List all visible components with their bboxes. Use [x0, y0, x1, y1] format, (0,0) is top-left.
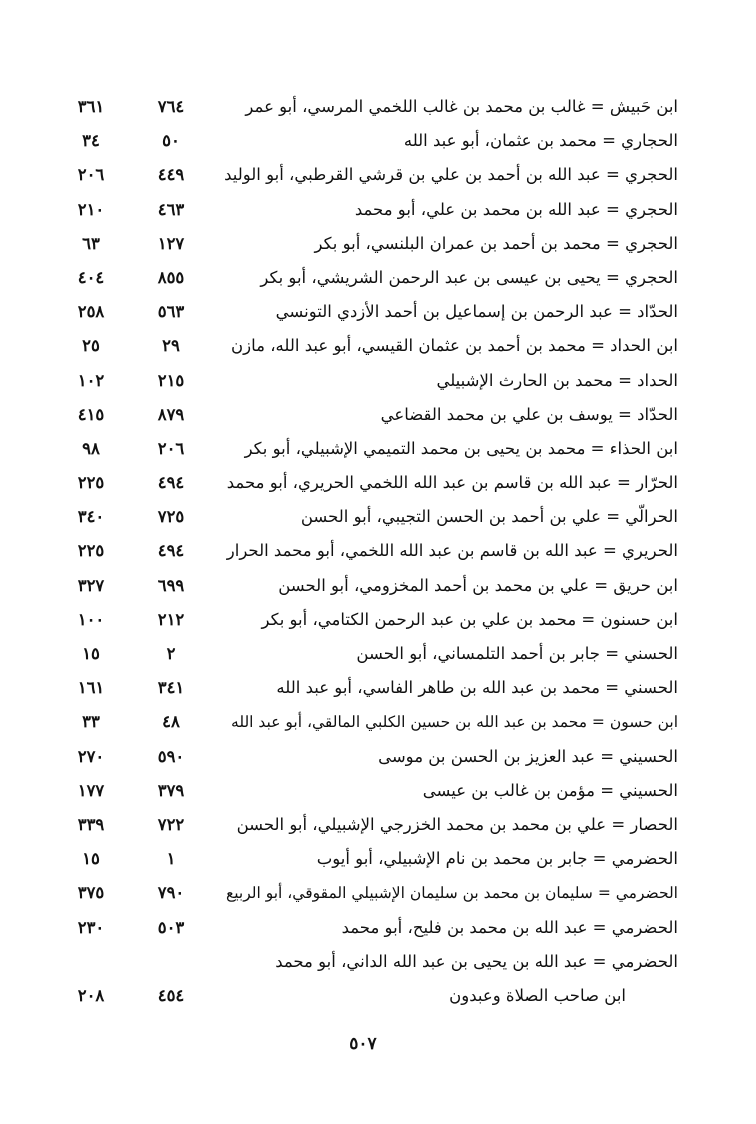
entry-number: ٤٦٣	[157, 199, 185, 219]
page-reference: ٣٧٥	[77, 883, 105, 903]
page-reference: ١٧٧	[77, 780, 105, 800]
entry-name: ابن حسنون = محمد بن علي بن عبد الرحمن الكتامي، أبو بكر	[261, 609, 678, 629]
index-entry	[0, 534, 756, 568]
page-reference: ٣٣	[82, 712, 100, 732]
entry-number: ٤٨	[162, 712, 180, 732]
entry-name: الحضرمي = جابر بن محمد بن نام الإشبيلي، أبو أيوب	[316, 849, 678, 869]
page-reference: ٤١٥	[77, 404, 105, 424]
entry-name: الحسني = جابر بن أحمد التلمساني، أبو الحسن	[356, 644, 678, 663]
index-entry	[0, 466, 756, 500]
page-reference: ١٥	[82, 849, 100, 869]
entry-name: الحجاري = محمد بن عثمان، أبو عبد الله	[403, 131, 678, 151]
page-reference: ٢١٠	[77, 199, 105, 219]
entry-number: ٤٩٤	[157, 541, 185, 561]
entry-number: ٨٧٩	[157, 404, 185, 424]
index-entry	[0, 774, 756, 808]
index-entry	[0, 329, 756, 363]
entry-name: الحضرمي = عبد الله بن يحيى بن عبد الله الداني، أبو محمد	[275, 951, 678, 971]
entry-name: الحدّاد = عبد الرحمن بن إسماعيل بن أحمد الأزدي التونسي	[275, 302, 678, 322]
entry-name: ابن صاحب الصلاة وعبدون	[449, 985, 626, 1005]
page-reference: ٣٣٩	[77, 814, 105, 834]
page-reference: ٤٠٤	[77, 267, 105, 287]
index-entry	[0, 432, 756, 466]
index-entry	[0, 945, 756, 979]
entry-name: ابن حريق = علي بن محمد بن أحمد المخزومي، أبو الحسن	[278, 575, 678, 595]
entry-name: الحريري = عبد الله بن قاسم بن عبد الله اللخمي، أبو محمد الحرار	[226, 541, 678, 561]
index-entry	[0, 876, 756, 910]
index-entry	[0, 227, 756, 261]
entry-number: ٣٧٩	[157, 780, 185, 800]
index-entry	[0, 295, 756, 329]
index-entry	[0, 124, 756, 158]
page-reference: ١٠٢	[77, 370, 105, 390]
page-reference: ٢٠٦	[77, 165, 105, 185]
index-entry	[0, 671, 756, 705]
index-entry	[0, 90, 756, 124]
entry-number: ٦٩٩	[157, 575, 185, 595]
entry-number: ٥٩٠	[157, 746, 185, 766]
entry-name: الحسيني = مؤمن بن غالب بن عيسى	[422, 780, 678, 800]
page-reference: ٢٢٥	[77, 541, 105, 561]
entry-name: الحجري = عبد الله بن محمد بن علي، أبو محمد	[354, 199, 678, 219]
entry-name: الحضرمي = عبد الله بن محمد بن فليح، أبو محمد	[341, 917, 678, 937]
entry-name: ابن الحذاء = محمد بن يحيى بن محمد التميمي الإشبيلي، أبو بكر	[244, 438, 678, 458]
index-entries	[0, 90, 756, 1013]
entry-name: الحجري = عبد الله بن أحمد بن علي بن قرشي القرطبي، أبو الوليد	[224, 165, 678, 185]
page-reference: ٣٢٧	[77, 575, 105, 595]
entry-name: الحصار = علي بن محمد بن محمد الخزرجي الإشبيلي، أبو الحسن	[236, 814, 678, 834]
entry-number: ٧٢٥	[157, 507, 185, 527]
entry-name: الحرّار = عبد الله بن قاسم بن عبد الله اللخمي الحريري، أبو محمد	[226, 473, 678, 493]
entry-name: الحسيني = عبد العزيز بن الحسن بن موسى	[378, 746, 678, 766]
page-reference: ٢٥٨	[77, 302, 105, 322]
index-entry	[0, 398, 756, 432]
page-reference: ٢٣٠	[77, 917, 105, 937]
page-reference: ٢٥	[82, 336, 100, 356]
entry-name: ابن الحداد = محمد بن أحمد بن عثمان القيسي، أبو عبد الله، مازن	[231, 336, 678, 356]
page-reference: ٢٧٠	[77, 746, 105, 766]
index-entry	[0, 500, 756, 534]
page-reference: ٩٨	[82, 438, 100, 458]
entry-number: ٣٤١	[157, 678, 185, 698]
index-entry	[0, 808, 756, 842]
index-entry	[0, 603, 756, 637]
index-entry	[0, 911, 756, 945]
entry-number: ٢	[166, 644, 176, 663]
entry-number: ٢١٥	[157, 370, 185, 390]
entry-number: ٢٩	[162, 336, 180, 356]
entry-number: ٥٠	[162, 131, 180, 151]
entry-number: ٧٢٢	[157, 814, 185, 834]
entry-name: الحسني = محمد بن عبد الله بن طاهر الفاسي، أبو عبد الله	[276, 678, 678, 698]
entry-number: ٤٩٤	[157, 473, 185, 493]
index-entry	[0, 637, 756, 671]
page-reference: ٣٤	[82, 131, 100, 151]
entry-name: الحجري = يحيى بن عيسى بن عبد الرحمن الشريشي، أبو بكر	[260, 267, 678, 287]
page-reference: ١٠٠	[77, 609, 105, 629]
entry-name: ابن حَبيش = غالب بن محمد بن غالب اللخمي المرسي، أبو عمر	[245, 97, 678, 116]
page-number: ٥٠٧	[349, 1034, 377, 1054]
index-entry	[0, 569, 756, 603]
entry-number: ٥٠٣	[157, 917, 185, 937]
page-reference: ٦٣	[82, 233, 100, 253]
index-entry	[0, 364, 756, 398]
entry-number: ٢٠٦	[157, 438, 185, 458]
entry-number	[136, 945, 206, 979]
entry-number: ١	[166, 849, 176, 869]
index-entry	[0, 842, 756, 876]
entry-name: الحدّاد = يوسف بن علي بن محمد القضاعي	[380, 404, 678, 424]
entry-number: ٨٥٥	[157, 267, 185, 287]
entry-name: الحداد = محمد بن الحارث الإشبيلي	[436, 370, 678, 390]
index-entry	[0, 158, 756, 192]
index-entry	[0, 261, 756, 295]
page-reference: ٢٠٨	[77, 985, 105, 1005]
index-entry	[0, 193, 756, 227]
page-reference: ٢٢٥	[77, 473, 105, 493]
entry-number: ٢١٢	[157, 609, 185, 629]
entry-number: ٤٥٤	[157, 985, 185, 1005]
page-reference: ١٥	[82, 644, 100, 663]
page-reference	[56, 945, 126, 979]
entry-name: الحضرمي = سليمان بن محمد بن سليمان الإشبيلي المقوقي، أبو الربيع	[225, 884, 678, 903]
entry-number: ٤٤٩	[157, 165, 185, 185]
entry-number: ٧٩٠	[157, 883, 185, 903]
entry-number: ١٢٧	[157, 233, 185, 253]
entry-number: ٥٦٣	[157, 302, 185, 322]
entry-name: ابن حسون = محمد بن عبد الله بن حسين الكلبي المالقي، أبو عبد الله	[231, 713, 678, 732]
index-entry	[0, 979, 756, 1013]
page-reference: ١٦١	[77, 678, 105, 698]
entry-name: الحجري = محمد بن أحمد بن عمران البلنسي، أبو بكر	[314, 233, 678, 253]
entry-number: ٧٦٤	[157, 97, 185, 116]
entry-name: الحرالّي = علي بن أحمد بن الحسن التجيبي، أبو الحسن	[300, 507, 678, 527]
index-entry	[0, 705, 756, 739]
page-reference: ٣٤٠	[77, 507, 105, 527]
page-reference: ٣٦١	[77, 97, 105, 116]
index-entry	[0, 740, 756, 774]
